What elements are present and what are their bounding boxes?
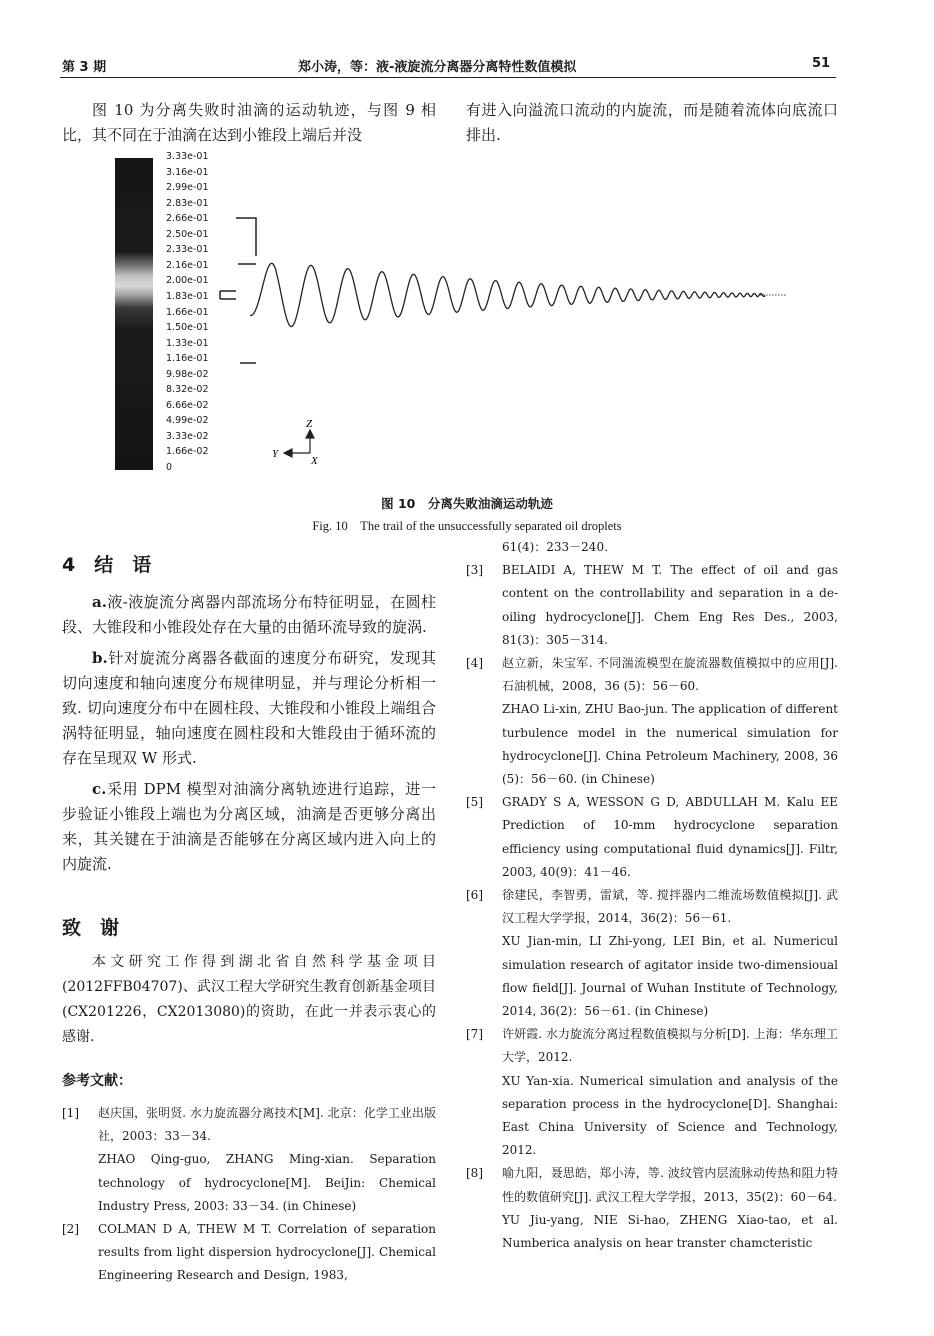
reference-1-number: [1]: [62, 1106, 79, 1120]
reference-6-en: XU Jian-min, LI Zhi-yong, LEI Bin, et al. Numericul simulation research of agitator inside two-dimensioual flow field[J]. Journal of Wuhan Institute of Technology, 2014, 36(2)：56－61. (in Chinese): [502, 934, 838, 1019]
intro-right-paragraph: 有进入向溢流口流动的内旋流，而是随着流体向底流口排出.: [466, 101, 838, 144]
conclusion-b: [62, 646, 436, 771]
reference-1: [62, 1102, 436, 1218]
reference-1-en: ZHAO Qing-guo, ZHANG Ming-xian. Separation technology of hydrocyclone[M]. BeiJin: Chemical Industry Press, 2003: 33－34. (in Chinese): [98, 1152, 436, 1213]
reference-7-number: [7]: [466, 1027, 483, 1042]
legend-label: 2.99e-01: [166, 182, 209, 194]
reference-2: [62, 1218, 436, 1288]
y-axis-arrow: [284, 449, 292, 457]
reference-4: [466, 652, 838, 791]
reference-8-number: [8]: [466, 1166, 483, 1181]
legend-label: 2.33e-01: [166, 244, 209, 256]
conclusion-c-text: 采用 DPM 模型对油滴分离轨迹进行追踪，进一步验证小锥段上端也为分离区域，油滴是否更够分离出来，其关键在于油滴是否能够在分离区域内进入向上的内旋流.: [62, 780, 436, 873]
legend-label: 1.50e-01: [166, 322, 209, 334]
legend-label: 2.50e-01: [166, 228, 209, 240]
legend-label: 3.16e-01: [166, 166, 209, 178]
reference-7: [466, 1023, 838, 1162]
page-number: 51: [812, 56, 831, 71]
legend-label: 1.66e-01: [166, 306, 209, 318]
reference-1-cn: 赵庆国，张明贤. 水力旋流器分离技术[M]. 北京：化学工业出版社，2003：33－34.: [98, 1106, 436, 1144]
reference-7-cn: 许妍霞. 水力旋流分离过程数值模拟与分析[D]. 上海：华东理工大学，2012.: [502, 1027, 838, 1065]
legend-label: 2.16e-01: [166, 259, 209, 271]
legend-label: 2.66e-01: [166, 213, 209, 225]
reference-6-number: [6]: [466, 888, 483, 903]
references-left: [62, 1102, 436, 1288]
reference-6-cn: 徐建民，李智勇，雷斌，等. 搅拌器内二维流场数值模拟[J]. 武汉工程大学学报，2014，36(2)：56－61.: [502, 888, 838, 926]
legend-label: 1.83e-01: [166, 290, 209, 302]
reference-8: [466, 1162, 838, 1255]
reference-5: [466, 791, 838, 884]
reference-4-number: [4]: [466, 656, 483, 671]
conclusion-c-marker: c.: [92, 780, 107, 798]
conclusion-a: [62, 590, 436, 640]
conclusion-a-text: 液-液旋流分离器内部流场分布特征明显，在圆柱段、大锥段和小锥段处存在大量的由循环流导致的旋涡.: [62, 593, 436, 636]
reference-4-en: ZHAO Li-xin, ZHU Bao-jun. The application of different turbulence model in the numerical simulation for hydrocyclone[J]. China Petroleum Machinery, 2008, 36 (5)：56－60. (in Chinese): [502, 702, 838, 787]
reference-6: [466, 884, 838, 1023]
legend-colorbar: [115, 158, 153, 470]
references-title: 参考文献：: [62, 1073, 132, 1089]
running-title: 郑小涛，等：液-液旋流分离器分离特性数值模拟: [298, 60, 577, 75]
reference-3-text: BELAIDI A, THEW M T. The effect of oil and gas content on the controllability and separation in a de-oiling hydrocyclone[J]. Chem Eng Res Des., 2003, 81(3)：305－314.: [502, 563, 838, 647]
reference-3-number: [3]: [466, 563, 483, 578]
legend-label: 1.16e-01: [166, 353, 209, 365]
figure-caption-cn: 图 10 分离失败油滴运动轨迹: [381, 496, 553, 511]
axis-y-label: Y: [272, 448, 279, 460]
reference-2-text: COLMAN D A, THEW M T. Correlation of separation results from light dispersion hydrocyclone[J]. Chemical Engineering Research and Design, 1983,: [98, 1222, 436, 1283]
section-4-title: 4 结 语: [62, 554, 152, 576]
reference-3: [466, 559, 838, 652]
issue-label: 第 3 期: [62, 60, 107, 75]
reference-5-number: [5]: [466, 795, 483, 810]
conclusion-b-marker: b.: [92, 649, 108, 667]
oil-droplet-trajectory: [250, 263, 765, 326]
conclusion-a-marker: a.: [92, 593, 107, 611]
legend-label: 2.00e-01: [166, 275, 209, 287]
reference-4-cn: 赵立新，朱宝军. 不同湍流模型在旋流器数值模拟中的应用[J]. 石油机械，2008，36 (5)：56－60.: [502, 656, 838, 694]
axis-x-label: X: [311, 455, 318, 467]
legend-label: 3.33e-02: [166, 430, 209, 442]
figure-graphic: [0, 0, 934, 480]
conclusions: [62, 590, 436, 877]
conclusion-c: [62, 777, 436, 877]
figure-caption-en: Fig. 10 The trail of the unsuccessfully separated oil droplets: [312, 519, 622, 533]
reference-5-text: GRADY S A, WESSON G D, ABDULLAH M. Kalu EE Prediction of 10-mm hydrocyclone separation efficiency using computational fluid dynamics[J]. Filtr, 2003, 40(9)：41－46.: [502, 795, 838, 879]
axis-z-label: Z: [306, 418, 313, 430]
legend-label: 1.66e-02: [166, 446, 209, 458]
legend-label: 3.33e-01: [166, 151, 209, 162]
legend-label: 1.33e-01: [166, 337, 209, 349]
legend-label: 8.32e-02: [166, 384, 209, 396]
legend-label: 4.99e-02: [166, 415, 209, 427]
reference-8-cn: 喻九阳，聂思皓，郑小涛，等. 波纹管内层流脉动传热和阻力特性的数值研究[J]. 武汉工程大学学报，2013，35(2)：60－64.: [502, 1166, 838, 1204]
reference-2-number: [2]: [62, 1222, 79, 1237]
legend-label: 2.83e-01: [166, 197, 209, 209]
legend-label: 9.98e-02: [166, 368, 209, 380]
legend-label: 0: [166, 462, 173, 473]
legend-label: 6.66e-02: [166, 399, 209, 411]
figure-10: [0, 0, 934, 540]
conclusion-b-text: 针对旋流分离器各截面的速度分布研究，发现其切向速度和轴向速度分布规律明显，并与理论分析相一致. 切向速度分布中在圆柱段、大锥段和小锥段上端组合涡特征明显，轴向速度在圆柱段和大锥段由于循环流的存在呈现双 W 形式.: [62, 649, 436, 767]
overflow-outlet-marker: [220, 291, 236, 299]
reference-2-tail: 61(4)：233－240.: [502, 540, 608, 554]
intro-left-paragraph: 图 10 为分离失败时油滴的运动轨迹，与图 9 相比，其不同在于油滴在达到小锥段上端后并没: [62, 101, 436, 144]
references-right: [466, 536, 838, 1255]
ack-text: 本文研究工作得到湖北省自然科学基金项目(2012FFB04707)、武汉工程大学研究生教育创新基金项目(CX201226，CX2013080)的资助，在此一并表示衷心的感谢.: [62, 954, 436, 1045]
cylinder-top-marker: [236, 218, 256, 256]
reference-8-en: YU Jiu-yang, NIE Si-hao, ZHENG Xiao-tao, et al. Numberica analysis on hear transter chamcteristic: [502, 1212, 838, 1251]
ack-title: 致 谢: [62, 917, 120, 939]
z-axis-arrow: [306, 430, 314, 438]
reference-7-en: XU Yan-xia. Numerical simulation and analysis of the separation process in the hydrocyclone[D]. Shanghai: East China University of Science and Technology, 2012.: [502, 1073, 838, 1158]
reference-2-continuation: [466, 536, 838, 559]
